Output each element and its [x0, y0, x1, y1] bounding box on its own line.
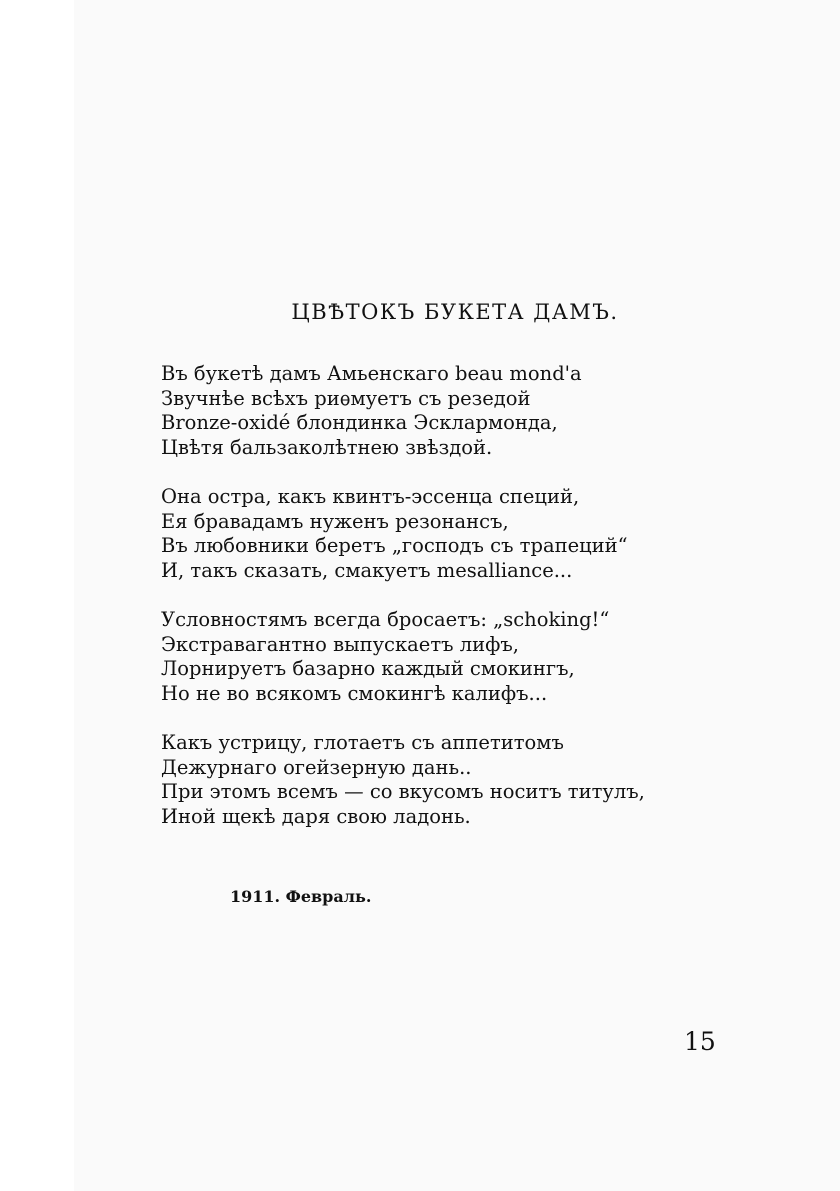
poem-line: Цвѣтя бальзаколѣтнею звѣздой. [161, 435, 493, 459]
poem-line: Дежурнаго огейзерную дань.. [161, 755, 472, 779]
poem-line: Но не во всякомъ смокингѣ калифъ... [161, 681, 548, 705]
stanza-2 [161, 485, 761, 583]
poem-line: Экстравагантно выпускаетъ лифъ, [161, 632, 519, 656]
poem-line: Bronze-oxidé блондинка Эсклармонда, [161, 411, 558, 434]
poem-line: И, такъ сказать, смакуетъ mesalliance... [161, 558, 573, 582]
stanza-1 [161, 362, 761, 460]
poem-body [161, 362, 761, 854]
poem-line: Какъ устрицу, глотаетъ съ аппетитомъ [161, 731, 564, 754]
page-number: 15 [684, 1027, 716, 1056]
poem-date: 1911. Февраль. [230, 887, 372, 906]
poem-title: ЦВѢТОКЪ БУКЕТА ДАМЪ. [291, 300, 619, 324]
poem-line: Условностямъ всегда бросаетъ: „schoking!“ [161, 608, 610, 631]
poem-line: Лорнируетъ базарно каждый смокингъ, [161, 657, 575, 680]
poem-line: Въ букетѣ дамъ Амьенскаго beau mond'a [161, 362, 582, 385]
poem-line: Иной щекѣ даря свою ладонь. [161, 804, 471, 828]
stanza-3 [161, 608, 761, 706]
poem-line: При этомъ всемъ — со вкусомъ носитъ титулъ, [161, 780, 645, 803]
poem-line: Она остра, какъ квинтъ-эссенца специй, [161, 485, 580, 508]
stanza-4 [161, 731, 761, 829]
poem-line: Въ любовники беретъ „господъ съ трапеций“ [161, 534, 628, 557]
poem-line: Ея бравадамъ нуженъ резонансъ, [161, 509, 509, 533]
poem-line: Звучнѣе всѣхъ риѳмуетъ съ резедой [161, 386, 531, 410]
